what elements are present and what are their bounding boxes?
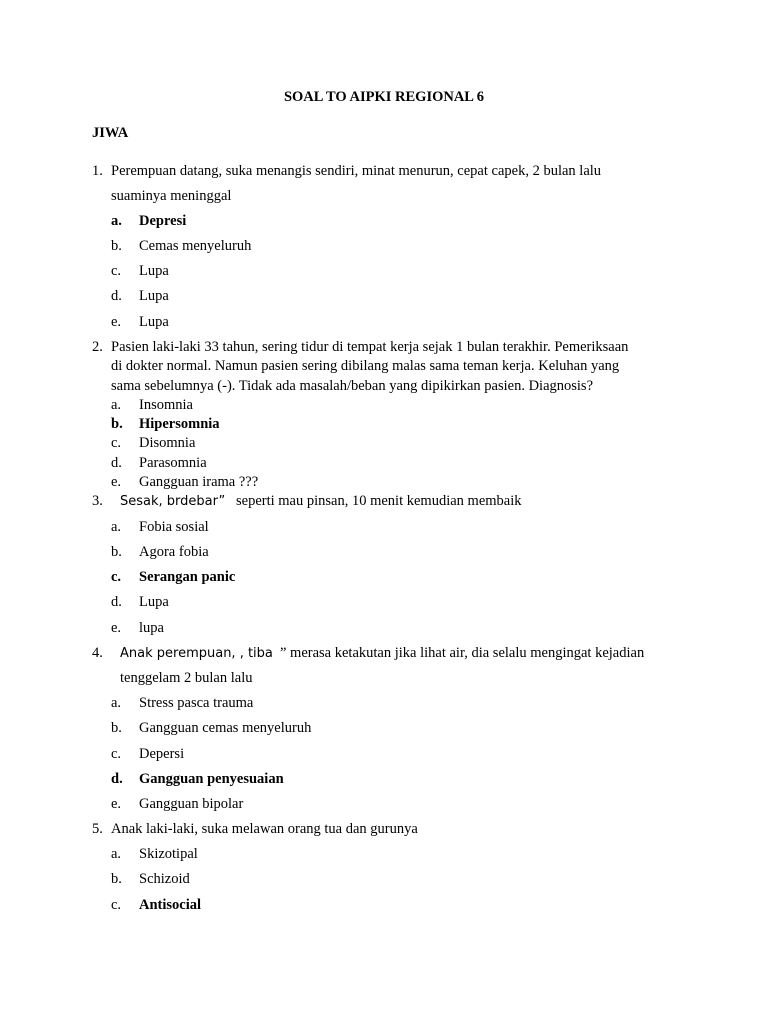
question-5-option-a-text: Skizotipal [139,846,198,862]
question-2-option-b-letter: b. [111,416,123,432]
question-4-option-b-letter: b. [111,720,122,736]
question-3-text-line-1: seperti mau pinsan, 10 menit kemudian membaik [236,493,522,509]
question-2-text-line-2: di dokter normal. Namun pasien sering dibilang malas sama teman kerja. Keluhan yang [111,358,620,374]
question-3-option-a-text: Fobia sosial [139,519,209,535]
question-3-option-e-text: lupa [139,620,164,636]
question-4-option-b-text: Gangguan cemas menyeluruh [139,720,312,736]
question-4-text-line-1: ” merasa ketakutan jika lihat air, dia selalu mengingat kejadian [280,645,645,661]
question-5-option-b-letter: b. [111,871,122,887]
question-4-option-a-text: Stress pasca trauma [139,695,254,711]
question-2-option-d-text: Parasomnia [139,455,207,471]
question-4-option-e-letter: e. [111,796,122,812]
question-4-text-line-2: tenggelam 2 bulan lalu [120,670,253,686]
question-1-text-line-1: Perempuan datang, suka menangis sendiri, minat menurun, cepat capek, 2 bulan lalu [111,163,602,179]
question-2-text-line-1: Pasien laki-laki 33 tahun, sering tidur di tempat kerja sejak 1 bulan terakhir. Pemeriksaan [111,339,629,355]
question-2-option-d-letter: d. [111,455,122,471]
question-4-lead-text: Anak perempuan, , tiba [120,646,273,661]
question-3-lead-text: Sesak, brdebar” [120,494,226,509]
question-3-number: 3. [92,493,103,509]
question-1-option-a-letter: a. [111,213,122,229]
question-5-text-line-1: Anak laki-laki, suka melawan orang tua dan gurunya [111,821,418,837]
question-4-option-a-letter: a. [111,695,122,711]
question-2-option-e-text: Gangguan irama ??? [139,474,259,490]
question-2-option-e-letter: e. [111,474,122,490]
question-1-option-a-text: Depresi [139,213,187,229]
section-heading: JIWA [92,125,129,141]
question-3-option-d-text: Lupa [139,594,169,610]
question-1-option-e-letter: e. [111,314,122,330]
document-title: SOAL TO AIPKI REGIONAL 6 [283,89,485,105]
question-4-option-e-text: Gangguan bipolar [139,796,244,812]
question-3-option-b-text: Agora fobia [139,544,209,560]
question-1-option-c-letter: c. [111,263,122,279]
question-1-number: 1. [92,163,103,179]
question-4-option-c-text: Depersi [139,746,185,762]
question-4-option-d-text: Gangguan penyesuaian [139,771,284,787]
question-1-text-line-2: suaminya meninggal [111,188,232,204]
question-1-option-d-text: Lupa [139,288,169,304]
question-2-option-a-text: Insomnia [139,397,193,413]
question-3-option-b-letter: b. [111,544,122,560]
question-5-option-c-letter: c. [111,897,122,913]
question-1-option-b-text: Cemas menyeluruh [139,238,252,254]
question-3-option-e-letter: e. [111,620,122,636]
question-2-option-b-text: Hipersomnia [139,416,220,432]
question-3-option-d-letter: d. [111,594,122,610]
question-5-number: 5. [92,821,103,837]
question-5-option-a-letter: a. [111,846,122,862]
question-1-option-d-letter: d. [111,288,122,304]
question-2-option-a-letter: a. [111,397,122,413]
question-4-option-c-letter: c. [111,746,122,762]
question-2-number: 2. [92,339,103,355]
question-3-option-c-letter: c. [111,569,122,585]
question-2-text-line-3: sama sebelumnya (-). Tidak ada masalah/beban yang dipikirkan pasien. Diagnosis? [111,378,594,394]
question-2-option-c-letter: c. [111,435,122,451]
question-3-option-c-text: Serangan panic [139,569,236,585]
question-1-option-c-text: Lupa [139,263,169,279]
question-4-option-d-letter: d. [111,771,123,787]
question-5-option-b-text: Schizoid [139,871,190,887]
question-1-option-b-letter: b. [111,238,122,254]
question-3-option-a-letter: a. [111,519,122,535]
question-1-option-e-text: Lupa [139,314,169,330]
question-5-option-c-text: Antisocial [139,897,202,913]
question-4-number: 4. [92,645,103,661]
question-2-option-c-text: Disomnia [139,435,196,451]
